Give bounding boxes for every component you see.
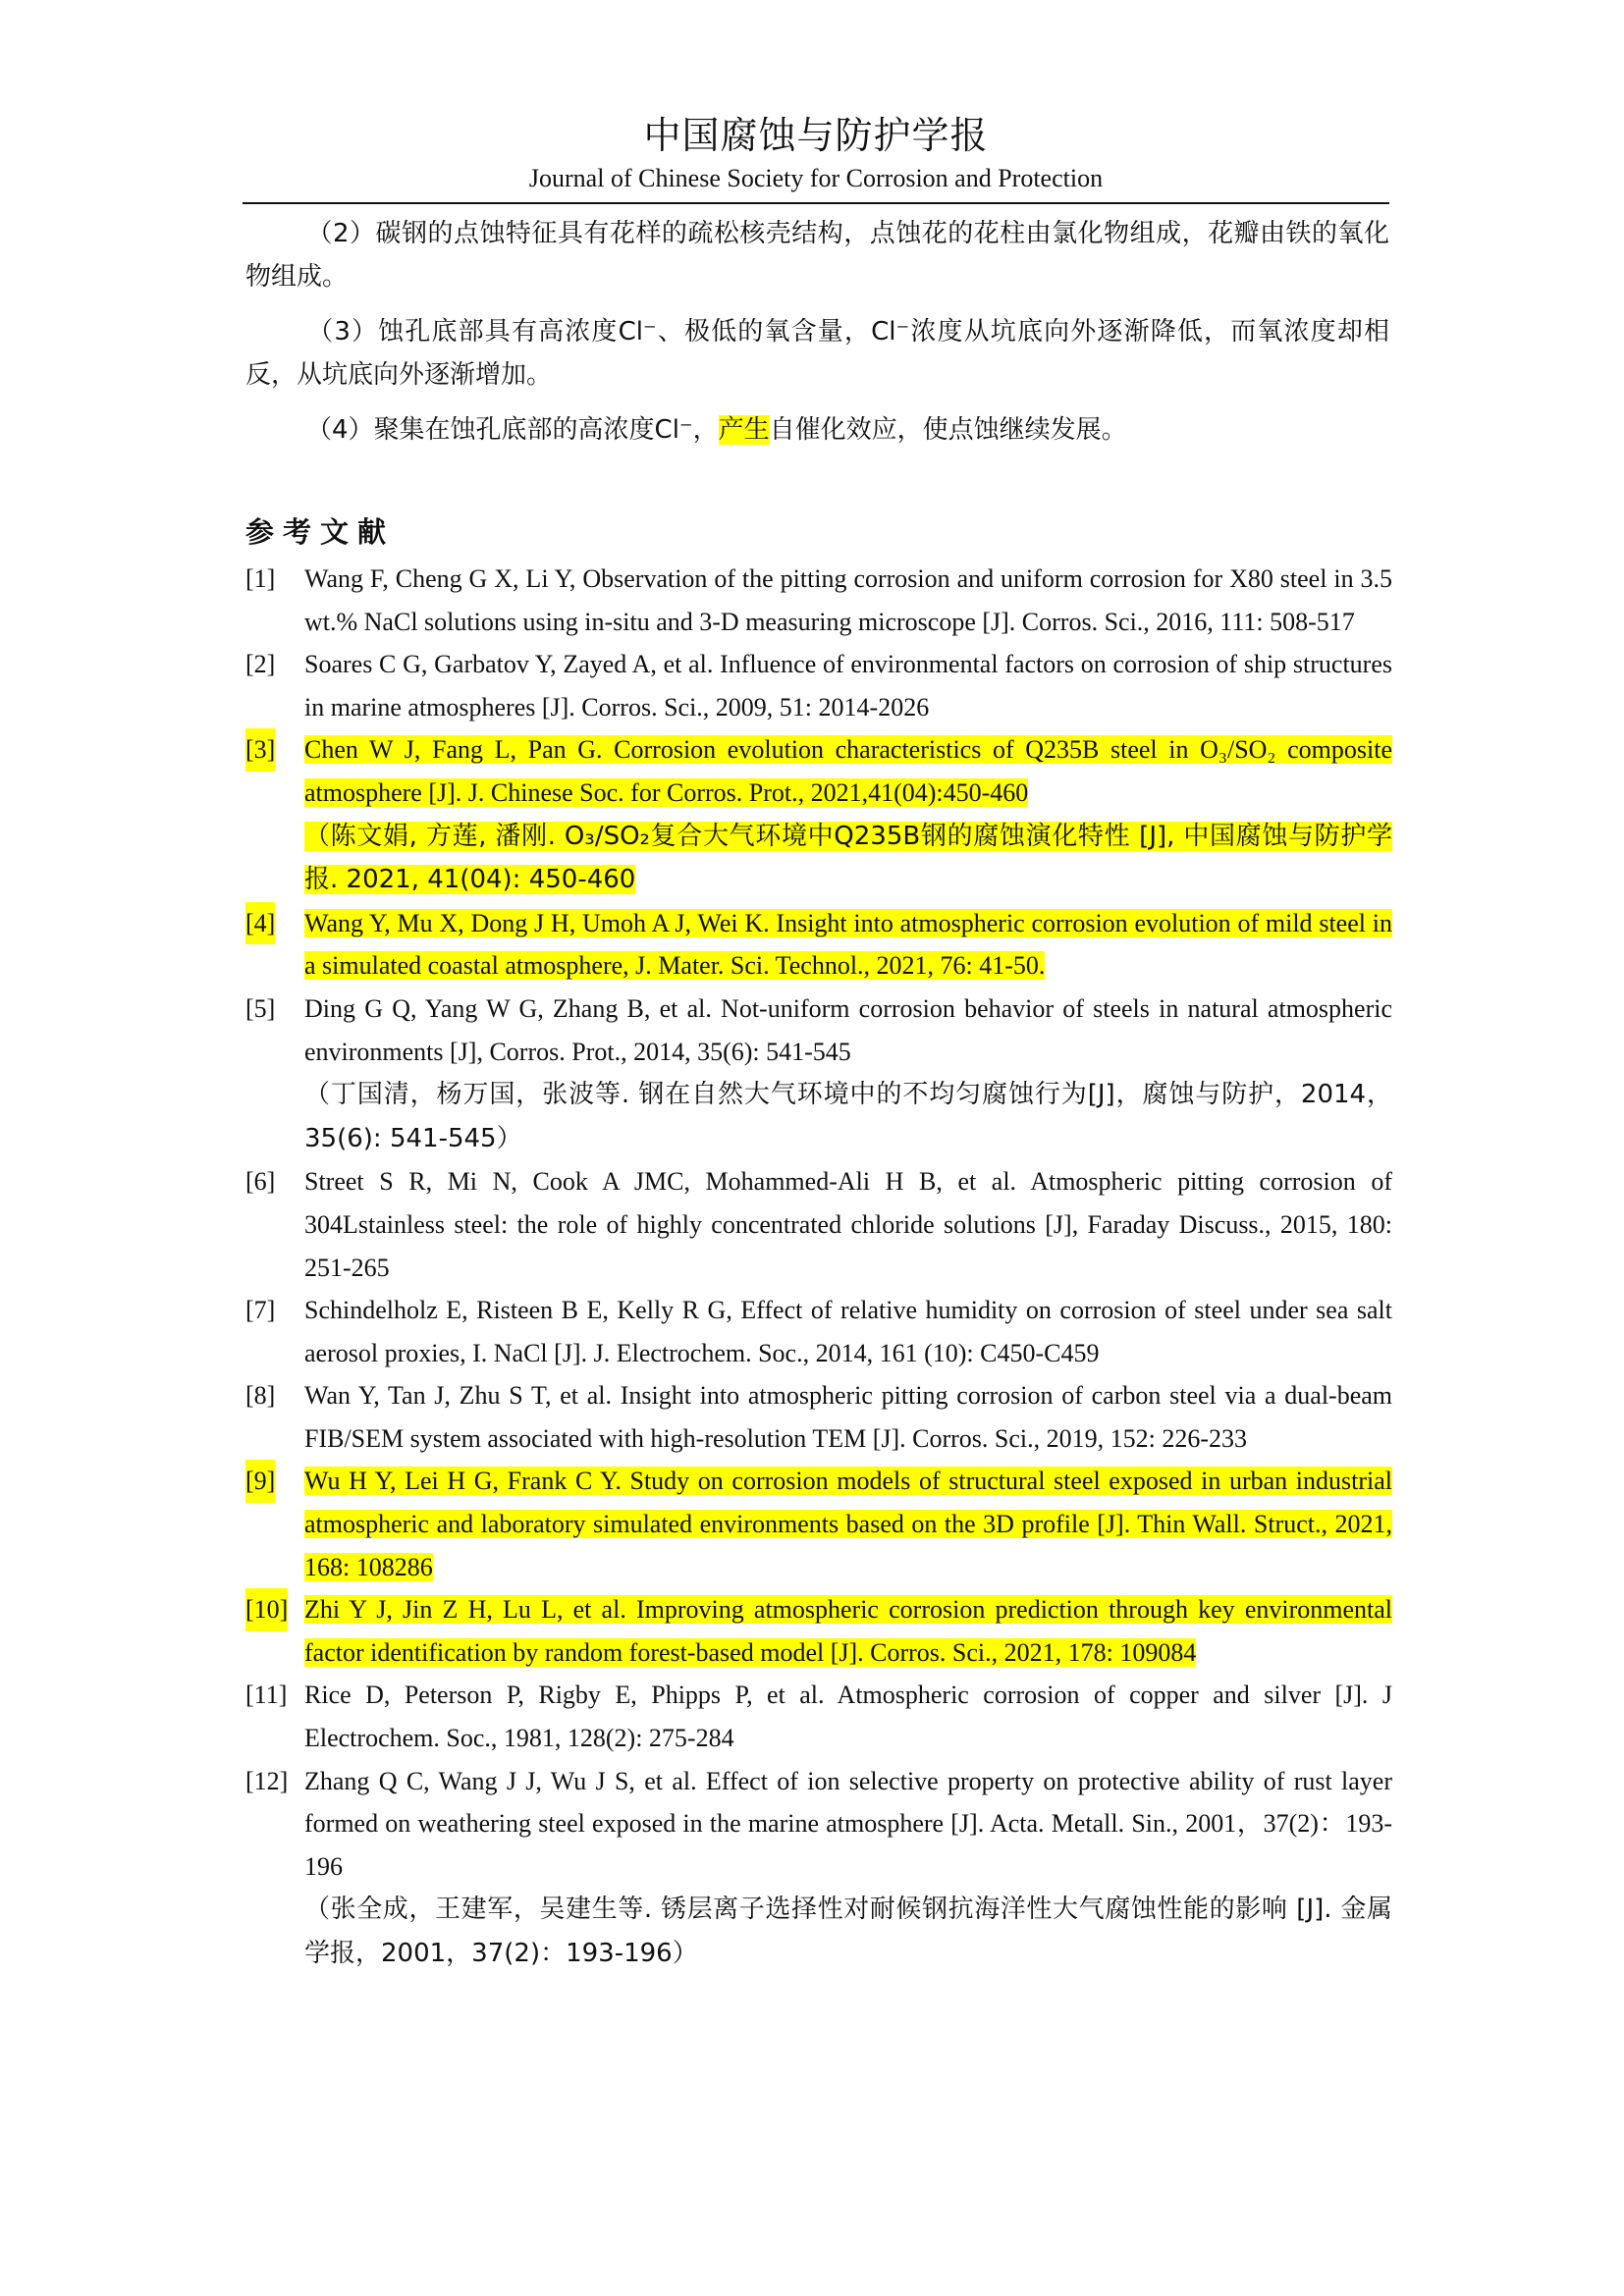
reference-text: Wang F, Cheng G X, Li Y, Observation of the pitting corrosion and uniform corrosion for X80 steel in 3.5 wt.% NaCl solutions using in-situ and 3-D measuring microscope [J]. Corros. Sci., 2016, 111: 508-517	[304, 564, 1392, 636]
reference-number: [1]	[245, 564, 276, 593]
reference-item	[245, 728, 1392, 901]
reference-number: [4]	[245, 902, 275, 945]
reference-text: Street S R, Mi N, Cook A JMC, Mohammed-Ali H B, et al. Atmospheric pitting corrosion of 304Lstainless steel: the role of highly concentrated chloride solutions [J], Faraday Discuss., 2015, 180: 251-265	[304, 1167, 1392, 1282]
reference-number: [2]	[245, 650, 276, 679]
conclusion-text: （3）蚀孔底部具有高浓度Cl⁻、极低的氧含量，Cl⁻浓度从坑底向外逐渐降低，而氧浓度却相反，从坑底向外逐渐增加。	[245, 317, 1389, 390]
reference-text: Wan Y, Tan J, Zhu S T, et al. Insight into atmospheric pitting corrosion of carbon steel via a dual-beam FIB/SEM system associated with high-resolution TEM [J]. Corros. Sci., 2019, 152: 226-233	[304, 1381, 1392, 1453]
conclusion-paragraph	[245, 408, 1389, 452]
reference-text: Wang Y, Mu X, Dong J H, Umoh A J, Wei K. Insight into atmospheric corrosion evolution of mild steel in a simulated coastal atmosphere, J. Mater. Sci. Technol., 2021, 76: 41-50.	[304, 908, 1392, 981]
reference-item	[245, 1588, 1392, 1674]
journal-title-chinese: 中国腐蚀与防护学报	[643, 114, 989, 157]
reference-chinese-text: （张全成，王建军，吴建生等. 锈层离子选择性对耐候钢抗海洋性大气腐蚀性能的影响 [J]. 金属学报，2001，37(2)：193-196）	[304, 1895, 1392, 1968]
reference-item	[245, 643, 1392, 728]
conclusion-paragraph	[245, 310, 1389, 397]
conclusion-text: 自催化效应，使点蚀继续发展。	[769, 415, 1127, 445]
reference-number: [12]	[245, 1766, 289, 1795]
reference-number: [9]	[245, 1460, 275, 1503]
reference-number: [10]	[245, 1588, 288, 1631]
journal-title-english: Journal of Chinese Society for Corrosion and Protection	[528, 164, 1104, 192]
journal-header	[243, 110, 1389, 194]
reference-item	[245, 1160, 1392, 1289]
highlighted-text: 产生	[718, 415, 770, 445]
reference-text: Zhi Y J, Jin Z H, Lu L, et al. Improving atmospheric corrosion prediction through key environmental factor identification by random forest-based model [J]. Corros. Sci., 2021, 178: 109084	[304, 1595, 1392, 1667]
reference-chinese-text: （陈文娟, 方莲, 潘刚. O₃/SO₂复合大气环境中Q235B钢的腐蚀演化特性 [J], 中国腐蚀与防护学报. 2021, 41(04): 450-460	[304, 821, 1392, 895]
reference-text: Wu H Y, Lei H G, Frank C Y. Study on corrosion models of structural steel exposed in urban industrial atmospheric and laboratory simulated environments based on the 3D profile [J]. Thin Wall. Struct., 2021, 168: 108286	[304, 1467, 1392, 1581]
reference-number: [11]	[245, 1681, 288, 1710]
reference-text: Zhang Q C, Wang J J, Wu J S, et al. Effect of ion selective property on protective ability of rust layer formed on weathering steel exposed in the marine atmosphere [J]. Acta. Metall. Sin., 2001，37(2)：193-196	[304, 1766, 1392, 1881]
conclusion-text: （4）聚集在蚀孔底部的高浓度Cl⁻，	[306, 415, 719, 445]
reference-item	[245, 1460, 1392, 1588]
reference-number: [3]	[245, 728, 275, 772]
reference-number: [6]	[245, 1167, 276, 1197]
reference-item	[245, 1289, 1392, 1374]
reference-item	[245, 1760, 1392, 1976]
reference-text: Schindelholz E, Risteen B E, Kelly R G, Effect of relative humidity on corrosion of steel under sea salt aerosol proxies, I. NaCl [J]. J. Electrochem. Soc., 2014, 161 (10): C450-C459	[304, 1296, 1392, 1367]
conclusions-section	[245, 212, 1389, 463]
header-rule	[243, 202, 1389, 204]
reference-number: [7]	[245, 1296, 276, 1325]
reference-item	[245, 1374, 1392, 1460]
conclusion-paragraph	[245, 212, 1389, 298]
reference-list	[245, 558, 1392, 1976]
references-heading: 参考文献	[245, 515, 396, 549]
reference-item	[245, 1674, 1392, 1759]
reference-chinese-text: （丁国清，杨万国，张波等. 钢在自然大气环境中的不均匀腐蚀行为[J]，腐蚀与防护，2014，35(6): 541-545）	[304, 1080, 1392, 1153]
reference-text: Chen W J, Fang L, Pan G. Corrosion evolution characteristics of Q235B steel in O₃/SO₂ composite atmosphere [J]. J. Chinese Soc. for Corros. Prot., 2021,41(04):450-460	[304, 735, 1392, 807]
reference-item	[245, 988, 1392, 1160]
reference-number: [8]	[245, 1381, 276, 1411]
reference-text: Soares C G, Garbatov Y, Zayed A, et al. Influence of environmental factors on corrosion of ship structures in marine atmospheres [J]. Corros. Sci., 2009, 51: 2014-2026	[304, 650, 1392, 721]
reference-text: Rice D, Peterson P, Rigby E, Phipps P, et al. Atmospheric corrosion of copper and silver [J]. J Electrochem. Soc., 1981, 128(2): 275-284	[304, 1681, 1392, 1753]
reference-text: Ding G Q, Yang W G, Zhang B, et al. Not-uniform corrosion behavior of steels in natural atmospheric environments [J], Corros. Prot., 2014, 35(6): 541-545	[304, 993, 1392, 1066]
reference-number: [5]	[245, 993, 276, 1023]
reference-item	[245, 558, 1392, 643]
reference-item	[245, 902, 1392, 988]
conclusion-text: （2）碳钢的点蚀特征具有花样的疏松核壳结构，点蚀花的花柱由氯化物组成，花瓣由铁的氧化物组成。	[245, 219, 1389, 292]
